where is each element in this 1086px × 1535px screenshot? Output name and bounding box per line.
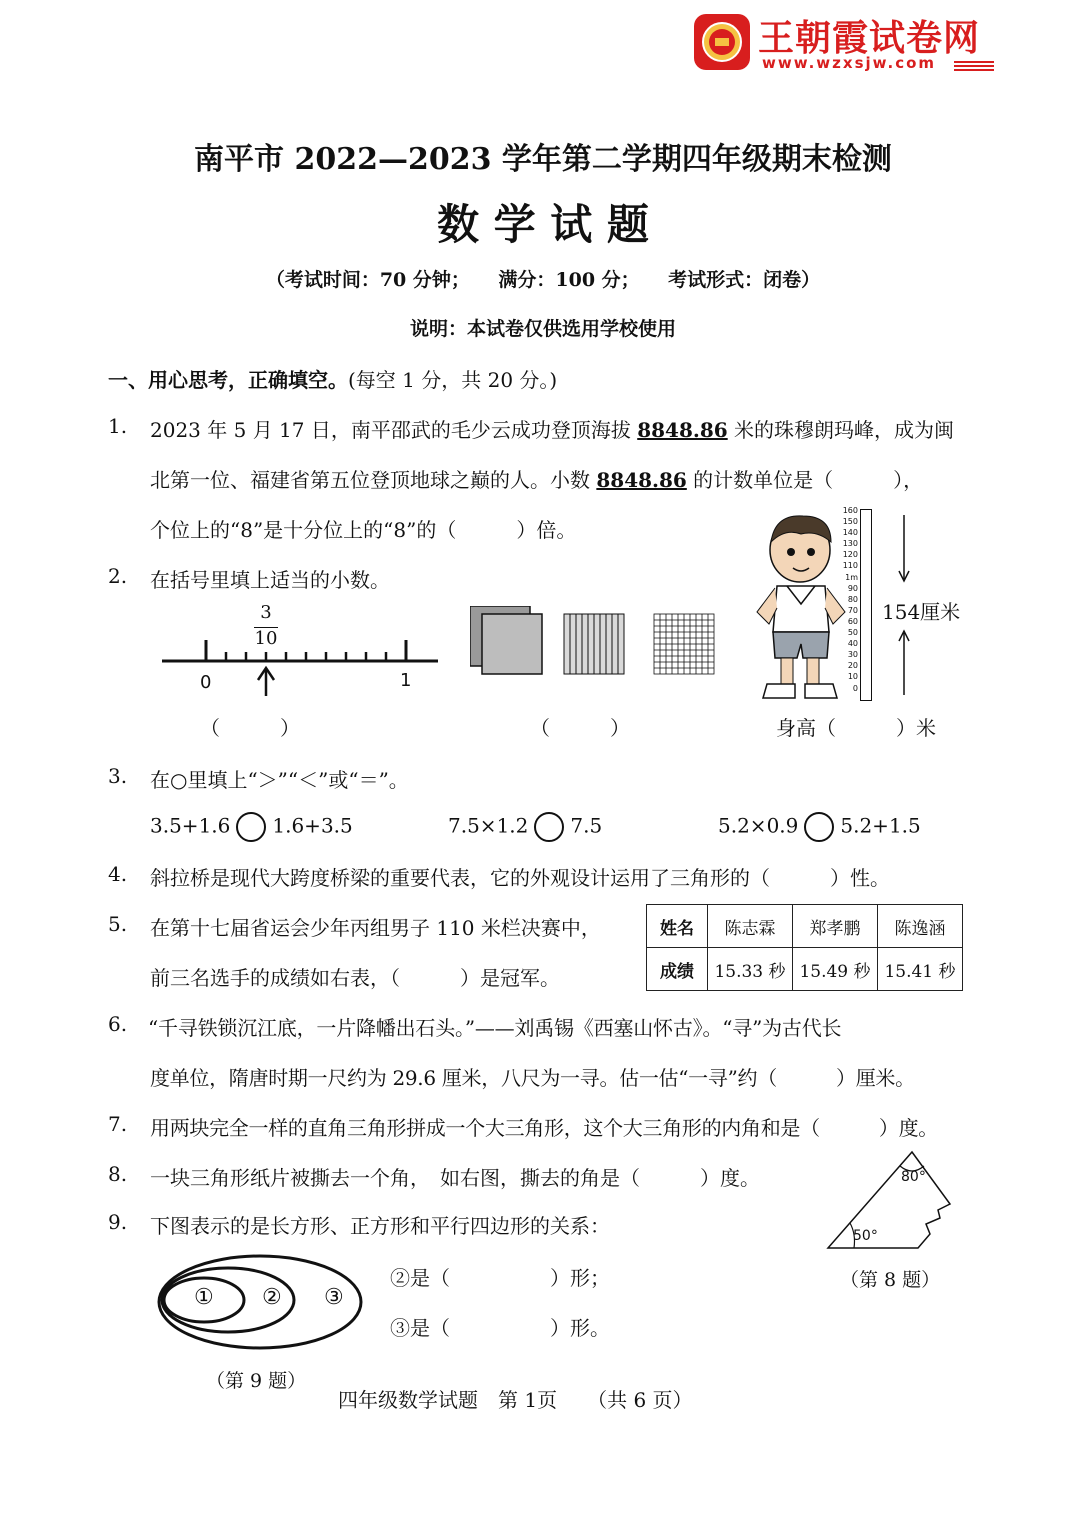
- ruler-tick: 30: [847, 650, 858, 660]
- compare-circle[interactable]: [236, 812, 266, 842]
- question-number: 5.: [108, 912, 128, 936]
- results-table: [646, 904, 963, 991]
- ruler-tick: 0: [852, 683, 858, 693]
- q2-text: 在括号里填上适当的小数。: [150, 568, 390, 592]
- question-number: 1.: [108, 414, 128, 438]
- compare-circle[interactable]: [534, 812, 564, 842]
- q3-text: 在○里填上“＞”“＜”或“＝”。: [150, 768, 409, 792]
- compare-circle[interactable]: [804, 812, 834, 842]
- ruler-tick: 1m: [845, 572, 858, 582]
- q1-altitude-value: 8848.86: [637, 418, 728, 442]
- ruler-tick: 80: [847, 594, 858, 604]
- q6-line2: 度单位，隋唐时期一尺约为 29.6 厘米，八尺为一寻。估一估“一寻”约（ ）厘米。: [150, 1066, 915, 1090]
- height-label: 154厘米: [882, 600, 961, 624]
- diagram-label-2: ②: [262, 1285, 282, 1310]
- ruler-tick: 130: [842, 539, 858, 549]
- logo-name: 王朝霞试卷网: [758, 18, 981, 59]
- exam-note: 说明：本试卷仅供选用学校使用: [409, 318, 676, 340]
- unit-block-figure: [470, 606, 730, 676]
- compare-left: 7.5×1.2: [448, 813, 529, 838]
- section-points: (每空 1 分，共 20 分。): [348, 368, 558, 392]
- logo-wave-icon: [954, 58, 994, 72]
- page-footer: 四年级数学试题 第 1页 （共 6 页）: [338, 1388, 693, 1412]
- q1-text-c: 北第一位、福建省第五位登顶地球之巅的人。小数: [150, 468, 597, 492]
- q1-text-a: 2023 年 5 月 17 日，南平邵武的毛少云成功登顶海拔: [150, 418, 638, 442]
- compare-item: [150, 812, 353, 842]
- q5-line1: 在第十七届省运会少年丙组男子 110 米栏决赛中，: [150, 916, 601, 940]
- compare-item: [718, 812, 921, 842]
- q2-blank-height[interactable]: 身高（ ）米: [776, 716, 936, 740]
- ruler-tick: 40: [847, 639, 858, 649]
- compare-right: 5.2+1.5: [840, 813, 921, 838]
- table-cell: 陈志霖: [708, 905, 793, 948]
- table-cell: 郑孝鹏: [793, 905, 878, 948]
- q1-decimal-value: 8848.86: [596, 468, 687, 492]
- question-number: 8.: [108, 1162, 128, 1186]
- ruler-tick: 10: [847, 672, 858, 682]
- compare-left: 5.2×0.9: [718, 813, 799, 838]
- exam-title: 南平市 2022—2023 学年第二学期四年级期末检测: [194, 142, 892, 177]
- q1-line2: [150, 464, 923, 493]
- exam-info: （考试时间：70 分钟； 满分：100 分； 考试形式：闭卷）: [265, 269, 821, 291]
- height-ruler: [820, 505, 880, 705]
- subject-title: 数 学 试 题: [437, 200, 649, 249]
- q9-answer-2[interactable]: ②是（ ）形；: [390, 1266, 610, 1290]
- diagram-label-3: ③: [324, 1285, 344, 1310]
- section-title: 一、用心思考，正确填空。: [108, 368, 348, 392]
- logo: [692, 12, 1002, 74]
- fraction-denominator: 10: [254, 628, 278, 649]
- question-number: 2.: [108, 564, 128, 588]
- number-line-figure: [160, 600, 445, 700]
- question-number: 7.: [108, 1112, 128, 1136]
- q7-text: 用两块完全一样的直角三角形拼成一个大三角形，这个大三角形的内角和是（ ）度。: [150, 1116, 938, 1140]
- table-cell: 15.33 秒: [708, 948, 793, 991]
- ruler-tick: 140: [842, 528, 858, 538]
- tick-label-zero: 0: [200, 672, 212, 693]
- q1-text-b: 米的珠穆朗玛峰，成为闽: [727, 418, 955, 442]
- q2-blank-blocks[interactable]: （ ）: [530, 716, 630, 740]
- compare-right: 1.6+3.5: [272, 813, 353, 838]
- ruler-tick: 20: [847, 661, 858, 671]
- logo-emblem-icon: [692, 12, 752, 72]
- ruler-ticks: [820, 505, 858, 694]
- question-number: 4.: [108, 862, 128, 886]
- compare-left: 3.5+1.6: [150, 813, 231, 838]
- diagram-label-1: ①: [194, 1285, 214, 1310]
- angle-left-label: 50°: [853, 1228, 878, 1244]
- table-row: [647, 948, 963, 991]
- ruler-tick: 150: [842, 517, 858, 527]
- table-header-cell: 成绩: [647, 948, 708, 991]
- section-heading: [108, 364, 557, 393]
- logo-url: www.wzxsjw.com: [762, 54, 937, 72]
- q8-text: 一块三角形纸片被撕去一个角， 如右图，撕去的角是（ ）度。: [150, 1166, 760, 1190]
- q6-line1: “千寻铁锁沉江底，一片降幡出石头。”——刘禹锡《西塞山怀古》。“寻”为古代长: [148, 1016, 842, 1040]
- compare-right: 7.5: [570, 813, 603, 838]
- table-row: [647, 905, 963, 948]
- q5-line2: 前三名选手的成绩如右表，（ ）是冠军。: [150, 966, 560, 990]
- table-cell: 15.41 秒: [878, 948, 963, 991]
- q9-text: 下图表示的是长方形、正方形和平行四边形的关系：: [150, 1214, 610, 1238]
- ruler-tick: 50: [847, 628, 858, 638]
- ruler-tick: 160: [842, 506, 858, 515]
- q9-answer-3[interactable]: ③是（ ）形。: [390, 1316, 610, 1340]
- table-header-cell: 姓名: [647, 905, 708, 948]
- q1-line3: 个位上的“8”是十分位上的“8”的（ ）倍。: [150, 518, 577, 542]
- table-cell: 陈逸涵: [878, 905, 963, 948]
- question-number: 9.: [108, 1210, 128, 1234]
- figure-caption: （第 9 题）: [206, 1370, 307, 1392]
- ruler-tick: 70: [847, 605, 858, 615]
- q2-blank-numberline[interactable]: （ ）: [200, 716, 300, 740]
- q1-text-d: 的计数单位是（ ），: [686, 468, 924, 492]
- ruler-bar: [860, 509, 872, 701]
- q4-text: 斜拉桥是现代大跨度桥梁的重要代表，它的外观设计运用了三角形的（ ）性。: [150, 866, 890, 890]
- question-number: 3.: [108, 764, 128, 788]
- ruler-tick: 90: [847, 583, 858, 593]
- table-cell: 15.49 秒: [793, 948, 878, 991]
- ruler-tick: 60: [847, 616, 858, 626]
- ruler-tick: 110: [842, 561, 858, 571]
- figure-caption: （第 8 题）: [840, 1269, 941, 1291]
- ruler-tick: 120: [842, 550, 858, 560]
- tick-label-one: 1: [400, 670, 412, 691]
- fraction-numerator: 3: [260, 602, 272, 623]
- question-number: 6.: [108, 1012, 128, 1036]
- q1-line1: [150, 414, 954, 443]
- torn-triangle-figure: [826, 1148, 956, 1252]
- angle-top-label: 80°: [901, 1169, 926, 1185]
- compare-item: [448, 812, 602, 842]
